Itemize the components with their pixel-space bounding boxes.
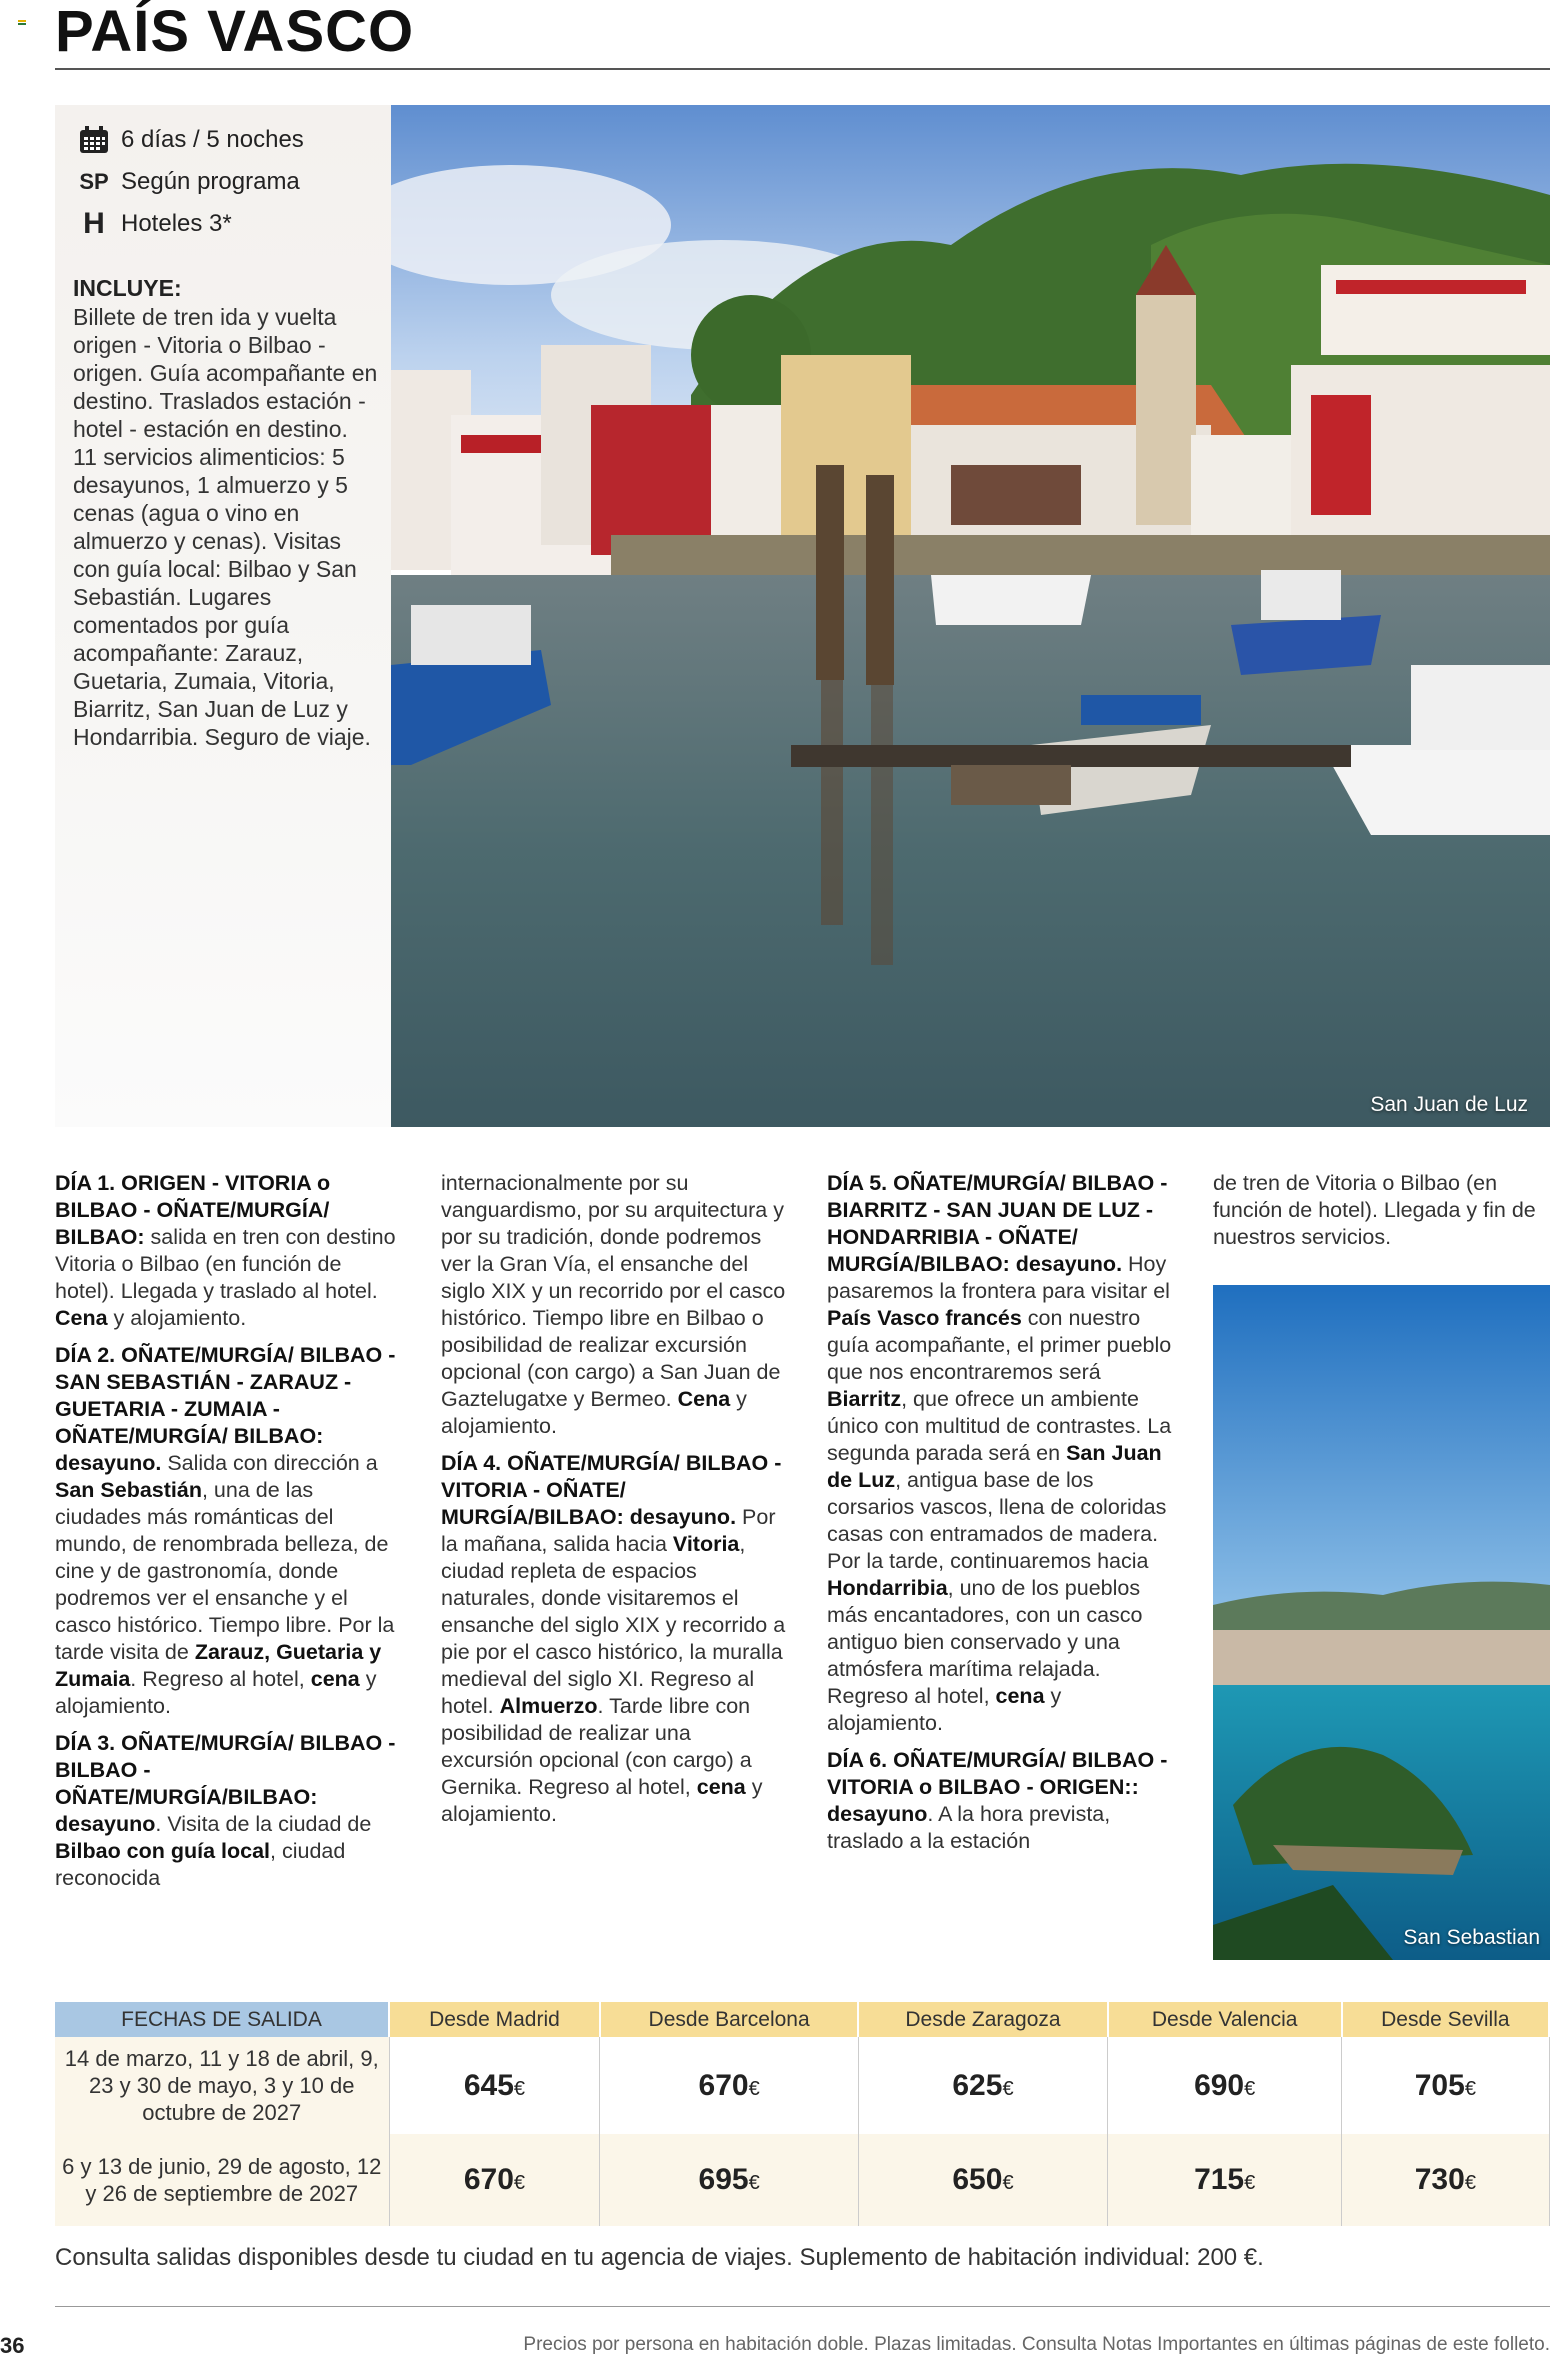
hotel-icon: H	[83, 207, 105, 240]
itinerary-column-4	[1213, 1170, 1550, 1261]
hero-photo	[391, 105, 1550, 1127]
table-row	[55, 2037, 1549, 2134]
calendar-icon	[77, 125, 111, 155]
price-table	[55, 2002, 1550, 2226]
header-zaragoza: Desde Zaragoza	[858, 2002, 1107, 2037]
day-1: DÍA 1. ORIGEN - VITORIA o BILBAO - OÑATE/MURGÍA/ BILBAO: salida en tren con destino Vitoria o Bilbao (en función de hotel). Llegada y traslado al hotel. Cena y alojamiento.	[55, 1171, 396, 1330]
day-2: DÍA 2. OÑATE/MURGÍA/ BILBAO - SAN SEBASTIÁN - ZARAUZ - GUETARIA - ZUMAIA - OÑATE/MURGÍA/ BILBAO: desayuno. Salida con dirección a San Sebastián, una de las ciudades más románticas del mundo, de renombrada belleza, de cine y de gastronomía, donde podremos ver el ensanche y el casco histórico. Tiempo libre. Por la tarde visita de Zarauz, Guetaria y Zumaia. Regreso al hotel, cena y alojamiento.	[55, 1343, 396, 1718]
header-madrid: Desde Madrid	[389, 2002, 600, 2037]
corner-mark	[18, 20, 26, 26]
header-sevilla: Desde Sevilla	[1342, 2002, 1549, 2037]
footer-divider	[55, 2306, 1550, 2307]
duration-row	[77, 125, 304, 155]
day-4: DÍA 4. OÑATE/MURGÍA/ BILBAO - VITORIA - OÑATE/ MURGÍA/BILBAO: desayuno. Por la mañana, salida hacia Vitoria, ciudad repleta de espacios naturales, donde visitaremos el ensanche del siglo XIX y recorrido a pie por el casco histórico, la muralla medieval del siglo XI. Regreso al hotel. Almuerzo. Tarde libre con posibilidad de realizar una excursión opcional (con cargo) a Gernika. Regreso al hotel, cena y alojamiento.	[441, 1451, 786, 1826]
table-header-row	[55, 2002, 1549, 2037]
title-divider	[55, 68, 1550, 70]
supplement-note: Consulta salidas disponibles desde tu ciudad en tu agencia de viajes. Suplemento de habitación individual: 200 €.	[55, 2244, 1264, 2271]
includes-text: Billete de tren ida y vuelta origen - Vitoria o Bilbao - origen. Guía acompañante en destino. Traslados estación - hotel - estación en destino. 11 servicios alimenticios: 5 desayunos, 1 almuerzo y 5 cenas (agua o vino en almuerzo y cenas). Visitas con guía local: Bilbao y San Sebastián. Lugares comentados por guía acompañante: Zarauz, Guetaria, Zumaia, Vitoria, Biarritz, San Juan de Luz y Hondarribia. Seguro de viaje.	[73, 304, 378, 750]
hero-caption: San Juan de Luz	[1370, 1093, 1528, 1116]
itinerary-column-1	[55, 1170, 400, 1902]
price-cell: 645€	[389, 2037, 600, 2134]
page-title: PAÍS VASCO	[55, 0, 415, 64]
program-row	[77, 167, 300, 197]
day-3-cont: internacionalmente por su vanguardismo, por su arquitectura y por su tradición, donde podremos ver la Gran Vía, el ensanche del siglo XIX y un recorrido por el casco histórico. Tiempo libre en Bilbao o posibilidad de realizar excursión opcional (con cargo) a San Juan de Gaztelugatxe y Bermeo. Cena y alojamiento.	[441, 1171, 786, 1438]
duration-text: 6 días / 5 noches	[121, 126, 304, 153]
hotel-row	[77, 209, 232, 239]
header-dates: FECHAS DE SALIDA	[55, 2002, 389, 2037]
dates-cell: 6 y 13 de junio, 29 de agosto, 12 y 26 de septiembre de 2027	[55, 2134, 389, 2226]
price-cell: 730€	[1342, 2134, 1549, 2226]
page-number: 36	[0, 2333, 25, 2358]
info-panel	[55, 105, 391, 1127]
footer-note: Precios por persona en habitación doble. Plazas limitadas. Consulta Notas Importantes en últimas páginas de este folleto.	[523, 2334, 1550, 2355]
price-cell: 695€	[600, 2134, 858, 2226]
includes-heading: INCLUYE:	[73, 275, 182, 301]
price-cell: 670€	[600, 2037, 858, 2134]
side-photo	[1213, 1285, 1550, 1960]
table-row	[55, 2134, 1549, 2226]
price-cell: 690€	[1108, 2037, 1342, 2134]
side-caption: San Sebastian	[1403, 1926, 1540, 1949]
price-cell: 670€	[389, 2134, 600, 2226]
itinerary-column-3	[827, 1170, 1172, 1865]
header-barcelona: Desde Barcelona	[600, 2002, 858, 2037]
hotel-text: Hoteles 3*	[121, 210, 232, 237]
price-cell: 650€	[858, 2134, 1107, 2226]
itinerary-column-2	[441, 1170, 786, 1838]
header-valencia: Desde Valencia	[1108, 2002, 1342, 2037]
program-icon: SP	[79, 169, 109, 194]
program-text: Según programa	[121, 168, 300, 195]
day-6-start: DÍA 6. OÑATE/MURGÍA/ BILBAO - VITORIA o BILBAO - ORIGEN:: desayuno. A la hora prevista, traslado a la estación	[827, 1748, 1168, 1853]
price-cell: 705€	[1342, 2037, 1549, 2134]
day-6-cont: de tren de Vitoria o Bilbao (en función de hotel). Llegada y fin de nuestros servicios.	[1213, 1171, 1536, 1249]
day-5: DÍA 5. OÑATE/MURGÍA/ BILBAO - BIARRITZ - SAN JUAN DE LUZ - HONDARRIBIA - OÑATE/ MURGÍA/BILBAO: desayuno. Hoy pasaremos la frontera para visitar el País Vasco francés con nuestro guía acompañante, el primer pueblo que nos encontraremos será Biarritz, que ofrece un ambiente único con multitud de contrastes. La segunda parada será en San Juan de Luz, antigua base de los corsarios vascos, llena de coloridas casas con entramados de madera. Por la tarde, continuaremos hacia Hondarribia, uno de los pueblos más encantadores, con un casco antiguo bien conservado y una atmósfera marítima relajada. Regreso al hotel, cena y alojamiento.	[827, 1171, 1172, 1735]
day-3-start: DÍA 3. OÑATE/MURGÍA/ BILBAO - BILBAO - OÑATE/MURGÍA/BILBAO: desayuno. Visita de la ciudad de Bilbao con guía local, ciudad reconocida	[55, 1731, 396, 1890]
price-cell: 715€	[1108, 2134, 1342, 2226]
dates-cell: 14 de marzo, 11 y 18 de abril, 9, 23 y 30 de mayo, 3 y 10 de octubre de 2027	[55, 2037, 389, 2134]
price-cell: 625€	[858, 2037, 1107, 2134]
